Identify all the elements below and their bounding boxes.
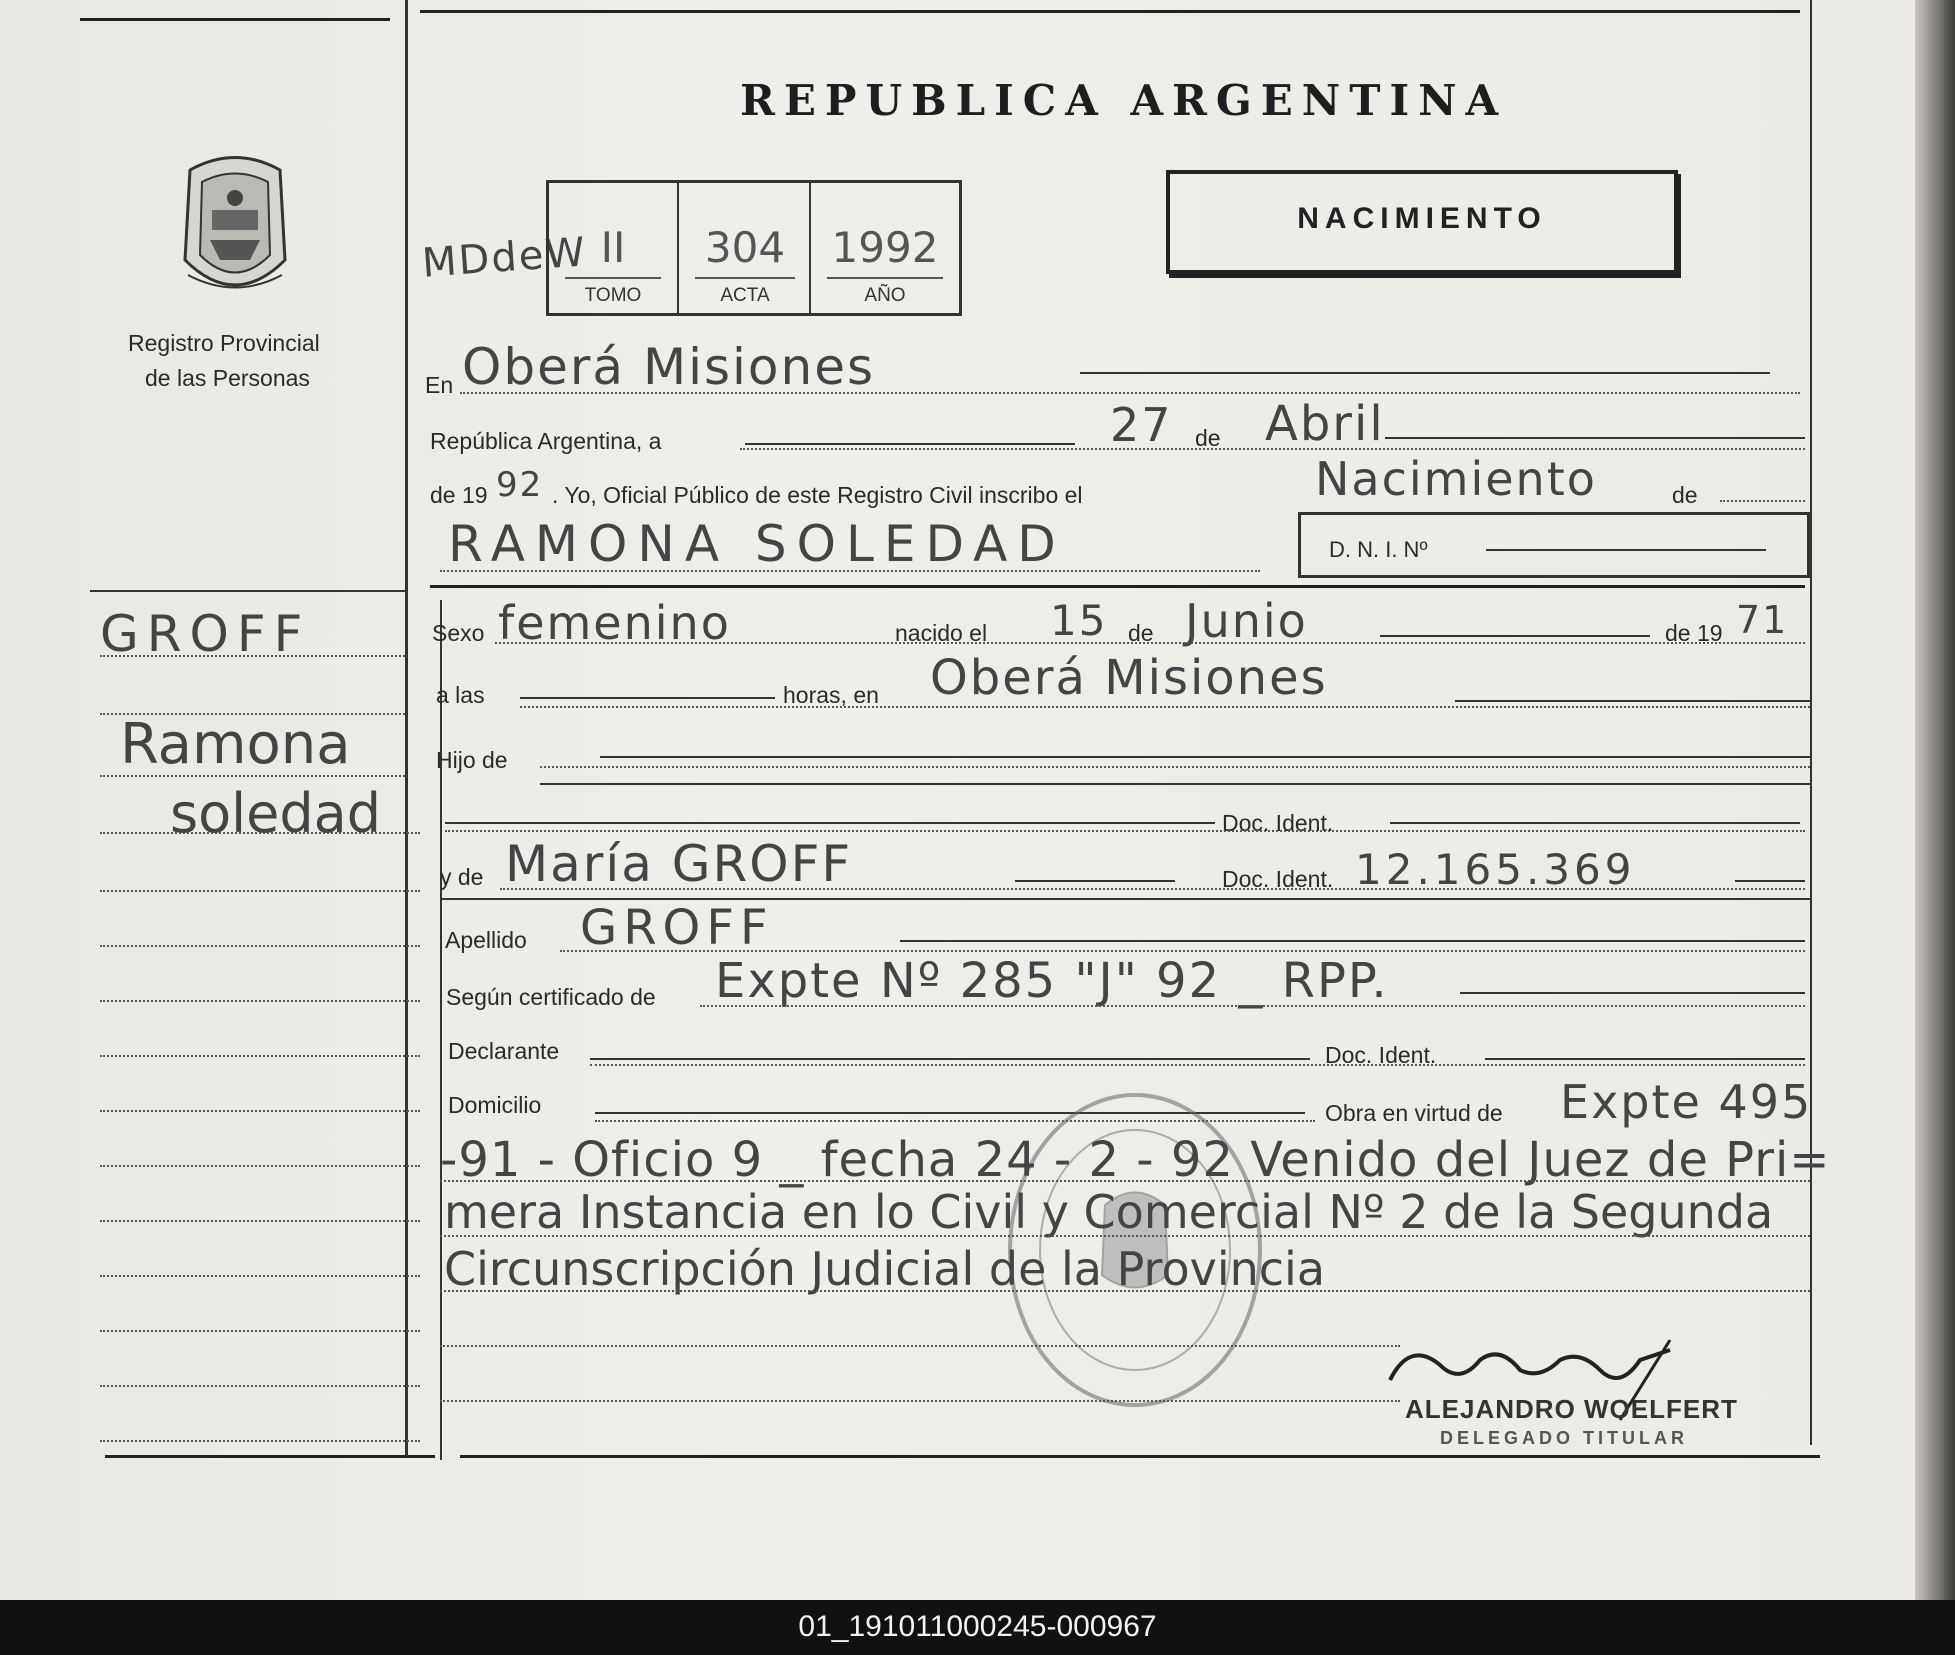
margin-dot-14 — [100, 1385, 420, 1387]
dia-rule — [745, 443, 1075, 445]
record-number-box — [546, 180, 962, 316]
observ-line-2: mera Instancia en lo Civil y Comercial Nº 2 de la Segunda — [444, 1185, 1774, 1239]
tomo-cell — [549, 183, 677, 313]
margin-top-rule — [90, 590, 408, 592]
signer-title: DELEGADO TITULAR — [1440, 1428, 1688, 1448]
domicilio-label: Domicilio — [448, 1092, 542, 1118]
nombre-value: RAMONA SOLEDAD — [448, 515, 1066, 573]
hijo-rule-2 — [540, 783, 1810, 785]
margin-dot-12 — [100, 1275, 420, 1277]
dni-box — [1298, 512, 1810, 578]
anio-label: AÑO — [864, 285, 906, 306]
observ-dot-1 — [440, 1180, 1810, 1182]
margin-dot-10 — [100, 1165, 420, 1167]
nacido-label: nacido el — [895, 620, 988, 646]
mes-value: Abril — [1265, 396, 1385, 452]
margin-dot-4 — [100, 832, 420, 834]
dni-rule — [1486, 549, 1766, 551]
margin-dot-11 — [100, 1220, 420, 1222]
mes-rule — [1385, 437, 1805, 439]
image-code: 01_191011000245-000967 — [798, 1610, 1157, 1643]
de-label-2: de — [1672, 482, 1698, 508]
signer-name: ALEJANDRO WOELFERT — [1405, 1394, 1738, 1424]
doc-ident-rule-3 — [1485, 1058, 1805, 1060]
dni-label: D. N. I. Nº — [1329, 537, 1428, 562]
margin-dot-7 — [100, 1000, 420, 1002]
nac-anio-suffix: 71 — [1736, 598, 1789, 642]
nombre-dotline — [440, 570, 1260, 572]
segun-dotline — [700, 1005, 1805, 1007]
en-rule — [1080, 372, 1770, 374]
observ-dot-5 — [440, 1400, 1400, 1402]
observ-line-3: Circunscripción Judicial de la Provincia — [444, 1242, 1326, 1296]
margin-dot-5 — [100, 890, 420, 892]
doc-ident-label-2: Doc. Ident. — [1222, 866, 1334, 892]
republica-dotline — [740, 448, 1805, 450]
margin-dot-9 — [100, 1110, 420, 1112]
column-divider — [405, 0, 408, 1455]
margin-dot-2 — [100, 713, 405, 715]
act-type-label: NACIMIENTO — [1297, 202, 1547, 235]
nac-mes-rule — [1380, 635, 1650, 637]
margin-dot-8 — [100, 1055, 420, 1057]
madre-value: María GROFF — [505, 835, 853, 893]
handwritten-reference: MDdeW — [420, 229, 589, 287]
sexo-value: femenino — [498, 596, 731, 650]
madre-doc: 12.165.369 — [1355, 845, 1636, 894]
right-border — [1810, 0, 1812, 1445]
tomo-underline — [565, 277, 661, 279]
hijo-rule — [600, 756, 1810, 758]
margin-nombre-1: Ramona — [120, 712, 351, 777]
apellido-value: GROFF — [580, 900, 774, 956]
de-label: de — [1195, 425, 1221, 451]
hijo-label: Hijo de — [436, 747, 508, 773]
sexo-dotline — [495, 642, 1805, 644]
anio-underline — [827, 277, 943, 279]
provincial-seal-icon — [170, 150, 300, 310]
country-title: REPUBLICA ARGENTINA — [740, 76, 1508, 125]
nac-de-label: de — [1128, 620, 1154, 646]
declarante-rule — [590, 1058, 1310, 1060]
observ-dot-3 — [440, 1290, 1810, 1292]
margin-apellido: GROFF — [100, 605, 311, 663]
margin-dot-1 — [100, 655, 405, 657]
madre-dotline — [500, 888, 1805, 890]
anio-cell — [809, 183, 959, 313]
doc-ident-rule-1 — [1390, 822, 1800, 824]
inscribo-text: . Yo, Oficial Público de este Registro Civil inscribo el — [552, 482, 1083, 508]
acta-value: 304 — [704, 223, 786, 272]
apellido-dotline — [560, 950, 1805, 952]
doc-ident-label-3: Doc. Ident. — [1325, 1042, 1437, 1068]
madre-rule — [1015, 880, 1175, 882]
act-type-box — [1166, 170, 1678, 274]
tomo-value: II — [600, 223, 626, 272]
en-value: Oberá Misiones — [462, 338, 876, 396]
observ-dot-4 — [440, 1345, 1400, 1347]
acta-label: ACTA — [720, 285, 770, 306]
registry-name-line1: Registro Provincial — [128, 330, 320, 356]
lugar-value: Oberá Misiones — [930, 650, 1328, 706]
bottom-rule-left — [105, 1455, 435, 1458]
observ-line-1: -91 - Oficio 9 _ fecha 24 - 2 - 92 Venido del Juez de Pri= — [440, 1132, 1831, 1188]
anio-value: 1992 — [831, 223, 939, 272]
en-dotline — [460, 392, 1800, 394]
margin-dot-6 — [100, 945, 420, 947]
nac-dia: 15 — [1050, 596, 1108, 645]
column-divider-inner — [440, 600, 442, 1460]
page-edge-shadow — [1915, 0, 1955, 1600]
top-rule-left — [80, 18, 390, 21]
top-rule-right — [420, 10, 1800, 13]
republica-label: República Argentina, a — [430, 428, 662, 454]
segun-value: Expte Nº 285 "J" 92 _ RPP. — [715, 953, 1389, 1009]
registry-name-line2: de las Personas — [145, 365, 310, 391]
apellido-label: Apellido — [445, 927, 527, 953]
margin-nombre-2: soledad — [170, 782, 382, 845]
bottom-rule-right — [460, 1455, 1820, 1458]
declarante-dotline — [590, 1064, 1805, 1066]
margin-dot-13 — [100, 1330, 420, 1332]
margin-dot-3 — [100, 775, 405, 777]
margin-dot-15 — [100, 1440, 420, 1442]
dia-value: 27 — [1110, 398, 1173, 452]
padre-dotline — [445, 830, 1805, 832]
acta-underline — [695, 277, 795, 279]
declarante-label: Declarante — [448, 1038, 560, 1064]
yde-label: y de — [440, 864, 484, 890]
hora-rule — [520, 697, 775, 699]
nac-mes: Junio — [1185, 594, 1308, 648]
acta-cell — [677, 183, 811, 313]
obra-value: Expte 495 — [1560, 1075, 1813, 1129]
anio-suffix: 92 — [496, 465, 544, 505]
nac-anio-prefix: de 19 — [1665, 620, 1723, 646]
segun-label: Según certificado de — [446, 984, 656, 1010]
observ-dot-2 — [440, 1235, 1810, 1237]
padre-rule — [445, 822, 1215, 824]
section-rule-1 — [430, 585, 1805, 588]
apellido-rule — [900, 940, 1805, 942]
obra-label: Obra en virtud de — [1325, 1100, 1503, 1126]
tipo-dotline — [1720, 500, 1805, 502]
segun-rule — [1460, 992, 1805, 994]
sexo-label: Sexo — [432, 620, 485, 646]
en-label: En — [425, 372, 454, 398]
madre-doc-rule — [1735, 880, 1805, 882]
hora-label: a las — [436, 682, 485, 708]
doc-ident-label-1: Doc. Ident. — [1222, 810, 1334, 836]
horas-label: horas, en — [783, 682, 879, 708]
anio-prefix: de 19 — [430, 482, 488, 508]
tipo-value: Nacimiento — [1315, 452, 1597, 506]
lugar-rule — [1455, 700, 1810, 702]
footer-bar — [0, 1600, 1955, 1655]
tomo-label: TOMO — [584, 285, 642, 306]
hora-dotline — [520, 706, 1810, 708]
hijo-dotline — [540, 766, 1810, 768]
